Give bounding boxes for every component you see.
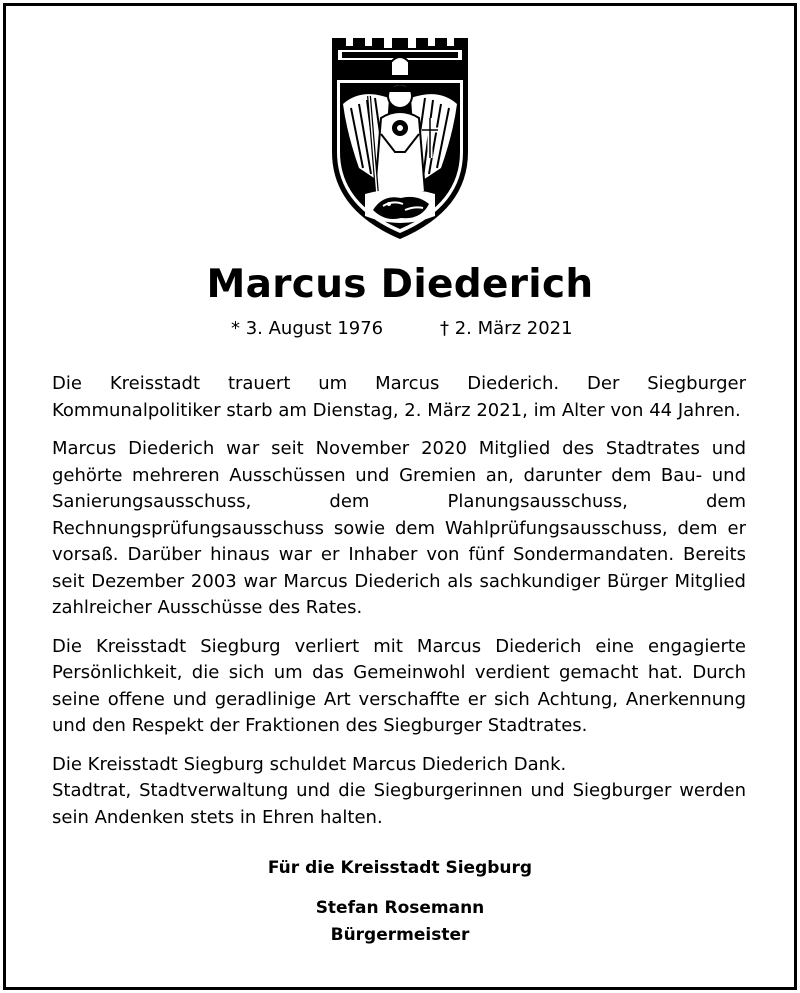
closing-paragraph xyxy=(52,752,746,832)
city-coat-of-arms-icon xyxy=(329,34,471,242)
obituary-text xyxy=(52,371,746,843)
deceased-name: Marcus Diederich xyxy=(206,262,594,307)
paragraph: Marcus Diederich war seit November 2020 Mitglied des Stadtrates und gehörte mehreren Ausschüssen und Gremien an, darunter dem Bau- und Sanierungsausschuss, dem Planungsausschuss, dem Rechnungsprüfungsausschuss sowie dem Wahlprüfungsausschuss, dem er vorsaß. Darüber hinaus war er Inhaber von fünf Sondermandaten. Bereits seit Dezember 2003 war Marcus Diederich als sachkundiger Bürger Mitglied zahlreicher Ausschüsse des Rates. xyxy=(52,438,746,618)
signature-organization: Für die Kreisstadt Siegburg xyxy=(267,858,533,878)
closing-line: Die Kreisstadt Siegburg schuldet Marcus Diederich Dank. xyxy=(52,753,567,775)
signature-title: Bürgermeister xyxy=(330,925,470,945)
closing-line: Stadtrat, Stadtverwaltung und die Siegburgerinnen und Siegburger werden sein Andenken stets in Ehren halten. xyxy=(52,780,746,828)
birth-date: * 3. August 1976 xyxy=(231,318,384,339)
signature-person: Stefan Rosemann xyxy=(315,898,485,918)
paragraph: Die Kreisstadt trauert um Marcus Diederich. Der Siegburger Kommunalpolitiker starb am Dienstag, 2. März 2021, im Alter von 44 Jahren. xyxy=(52,373,746,421)
death-date: † 2. März 2021 xyxy=(440,318,573,339)
paragraph: Die Kreisstadt Siegburg verliert mit Marcus Diederich eine engagierte Persönlichkeit, die sich um das Gemeinwohl verdient gemacht hat. Durch seine offene und geradlinige Art verschaffte er sich Achtung, Anerkennung und den Respekt der Fraktionen des Siegburger Stadtrates. xyxy=(52,635,746,736)
